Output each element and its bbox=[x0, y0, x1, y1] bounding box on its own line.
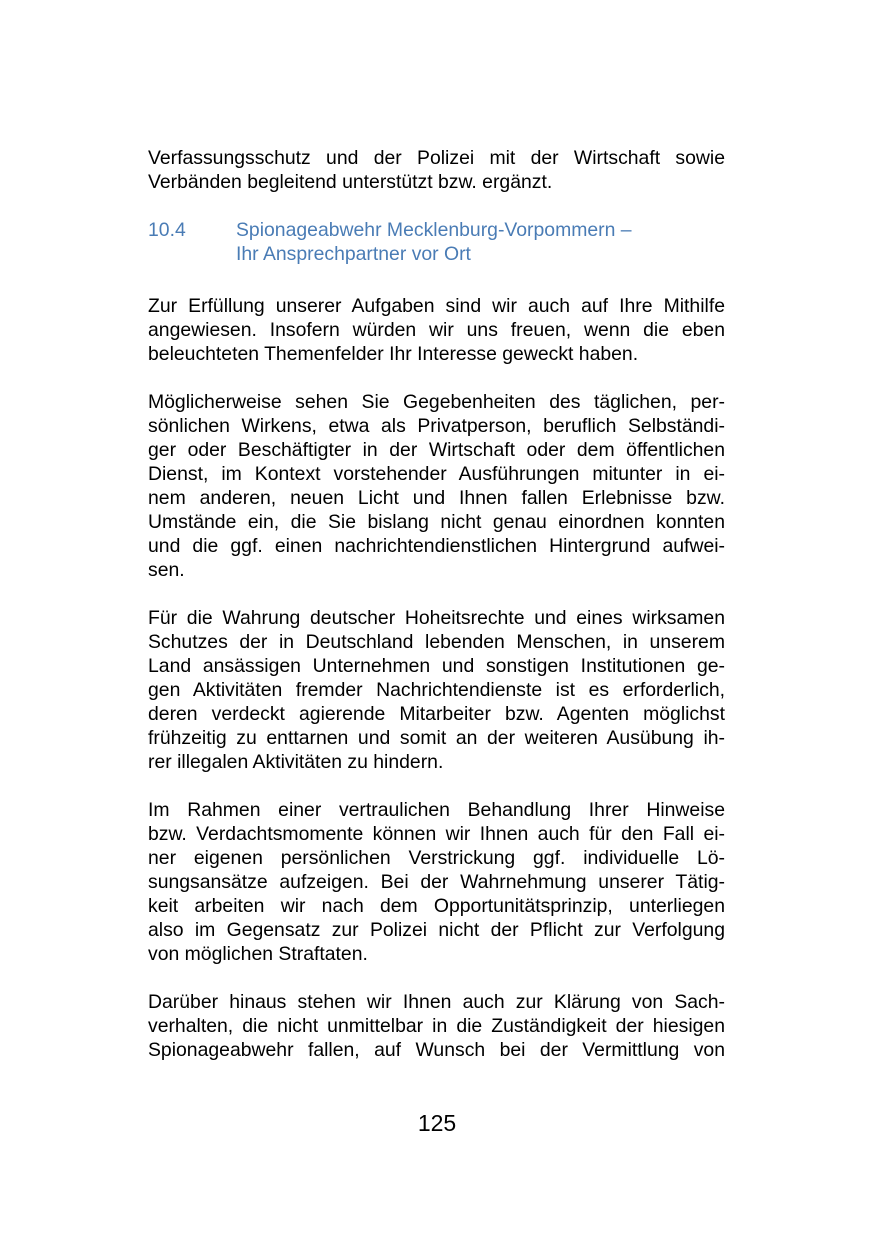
text-line: Land ansässigen Unternehmen und sonstigen Institutionen ge- bbox=[148, 655, 725, 677]
text-line: Darüber hinaus stehen wir Ihnen auch zur Klärung von Sach- bbox=[148, 991, 725, 1013]
text-line: sönlichen Wirkens, etwa als Privatperson, beruflich Selbständi- bbox=[148, 415, 725, 437]
section-heading bbox=[148, 218, 725, 266]
paragraph-3 bbox=[148, 606, 725, 774]
text-line: ner eigenen persönlichen Verstrickung ggf. individuelle Lö- bbox=[148, 847, 725, 869]
text-line: verhalten, die nicht unmittelbar in die Zuständigkeit der hiesigen bbox=[148, 1015, 725, 1037]
text-line: Zur Erfüllung unserer Aufgaben sind wir auch auf Ihre Mithilfe bbox=[148, 295, 725, 317]
text-line: angewiesen. Insofern würden wir uns freuen, wenn die eben bbox=[148, 319, 725, 341]
text-line: beleuchteten Themenfelder Ihr Interesse geweckt haben. bbox=[148, 343, 639, 365]
text-line: deren verdeckt agierende Mitarbeiter bzw. Agenten möglichst bbox=[148, 703, 725, 725]
text-line: Dienst, im Kontext vorstehender Ausführungen mitunter in ei- bbox=[148, 463, 725, 485]
paragraph-2 bbox=[148, 390, 725, 582]
text-line: Im Rahmen einer vertraulichen Behandlung Ihrer Hinweise bbox=[148, 799, 725, 821]
text-line: von möglichen Straftaten. bbox=[148, 943, 368, 965]
section-number: 10.4 bbox=[148, 219, 186, 241]
text-line: Verfassungsschutz und der Polizei mit der Wirtschaft sowie bbox=[148, 147, 725, 169]
text-line: bzw. Verdachtsmomente können wir Ihnen auch für den Fall ei- bbox=[148, 823, 725, 845]
text-line: frühzeitig zu enttarnen und somit an der weiteren Ausübung ih- bbox=[148, 727, 725, 749]
text-line: keit arbeiten wir nach dem Opportunitätsprinzip, unterliegen bbox=[148, 895, 725, 917]
paragraph-1 bbox=[148, 294, 725, 366]
paragraph-5 bbox=[148, 990, 725, 1062]
text-line: Schutzes der in Deutschland lebenden Menschen, in unserem bbox=[148, 631, 725, 653]
section-title-line-1: Spionageabwehr Mecklenburg-Vorpommern – bbox=[236, 219, 632, 241]
text-line: Umstände ein, die Sie bislang nicht genau einordnen konnten bbox=[148, 511, 725, 533]
section-title-line-2: Ihr Ansprechpartner vor Ort bbox=[236, 243, 471, 265]
intro-paragraph bbox=[148, 146, 725, 194]
text-line: ger oder Beschäftigter in der Wirtschaft oder dem öffentlichen bbox=[148, 439, 725, 461]
text-line: Für die Wahrung deutscher Hoheitsrechte und eines wirksamen bbox=[148, 607, 725, 629]
text-line: Spionageabwehr fallen, auf Wunsch bei der Vermittlung von bbox=[148, 1039, 725, 1061]
page-number: 125 bbox=[417, 1110, 457, 1136]
text-line: und die ggf. einen nachrichtendienstlichen Hintergrund aufwei- bbox=[148, 535, 725, 557]
text-line: gen Aktivitäten fremder Nachrichtendienste ist es erforderlich, bbox=[148, 679, 725, 701]
text-line: Möglicherweise sehen Sie Gegebenheiten des täglichen, per- bbox=[148, 391, 725, 413]
text-line: sen. bbox=[148, 559, 185, 581]
paragraph-4 bbox=[148, 798, 725, 966]
text-line: rer illegalen Aktivitäten zu hindern. bbox=[148, 751, 444, 773]
text-line: also im Gegensatz zur Polizei nicht der Pflicht zur Verfolgung bbox=[148, 919, 725, 941]
text-line: sungsansätze aufzeigen. Bei der Wahrnehmung unserer Tätig- bbox=[148, 871, 725, 893]
text-line: nem anderen, neuen Licht und Ihnen fallen Erlebnisse bzw. bbox=[148, 487, 725, 509]
text-line: Verbänden begleitend unterstützt bzw. ergänzt. bbox=[148, 171, 553, 193]
